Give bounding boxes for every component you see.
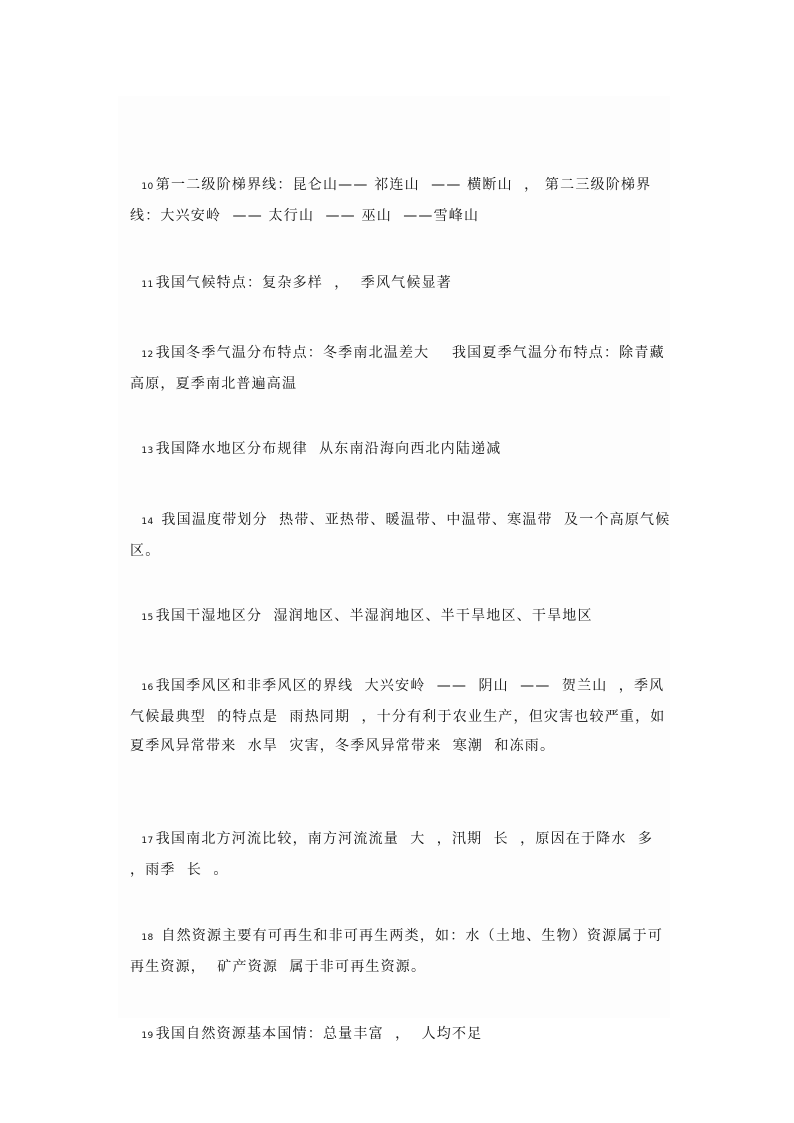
list-item [130, 796, 675, 885]
list-item [130, 573, 675, 633]
item-number: 15 [141, 613, 154, 623]
item-text: 我国温度带划分 热带、亚热带、暖温带、中温带、寒温带 及一个高原气候区。 [130, 512, 671, 559]
list-item [130, 310, 675, 399]
item-text: 我国气候特点：复杂多样 ， 季风气候显著 [155, 275, 452, 291]
list-item [130, 893, 675, 982]
list-item [130, 991, 675, 1051]
item-text: 我国南北方河流比较，南方河流流量 大 ，汛期 长 ，原因在于降水 多 ，雨季 长 。 [130, 831, 665, 878]
list-item [130, 643, 675, 761]
item-text: 我国冬季气温分布特点：冬季南北温差大 我国夏季气温分布特点：除青藏高原，夏季南北普遍高温 [130, 345, 665, 392]
list-item [130, 477, 675, 566]
item-number: 17 [141, 836, 154, 846]
item-number: 10 [141, 182, 154, 192]
item-number: 12 [141, 350, 154, 360]
item-number: 16 [141, 683, 154, 693]
item-number: 14 [141, 517, 154, 527]
item-text: 我国季风区和非季风区的界线 大兴安岭 —— 阴山 —— 贺兰山 ，季风气候最典型 的特点是 雨热同期 ，十分有利于农业生产，但灾害也较严重，如夏季风异常带来 水旱 灾害，冬季风异常带来 寒潮 和冻雨。 [130, 678, 666, 754]
item-text: 自然资源主要有可再生和非可再生两类，如：水（土地、生物）资源属于可再生资源， 矿产资源 属于非可再生资源。 [130, 928, 664, 975]
item-number: 19 [141, 1031, 154, 1041]
list-item [130, 142, 675, 231]
list-item [130, 406, 675, 466]
item-text: 我国降水地区分布规律 从东南沿海向西北内陆递减 [155, 441, 502, 457]
item-number: 11 [141, 280, 154, 290]
list-item [130, 240, 675, 300]
item-text: 第一二级阶梯界线：昆仑山—— 祁连山 —— 横断山 ， 第二三级阶梯界线：大兴安岭 —— 太行山 —— 巫山 ——雪峰山 [130, 177, 652, 224]
item-number: 13 [141, 446, 154, 456]
item-text: 我国自然资源基本国情：总量丰富 ， 人均不足 [155, 1026, 483, 1042]
item-text: 我国干湿地区分 湿润地区、半湿润地区、半干旱地区、干旱地区 [155, 608, 593, 624]
item-number: 18 [141, 933, 154, 943]
